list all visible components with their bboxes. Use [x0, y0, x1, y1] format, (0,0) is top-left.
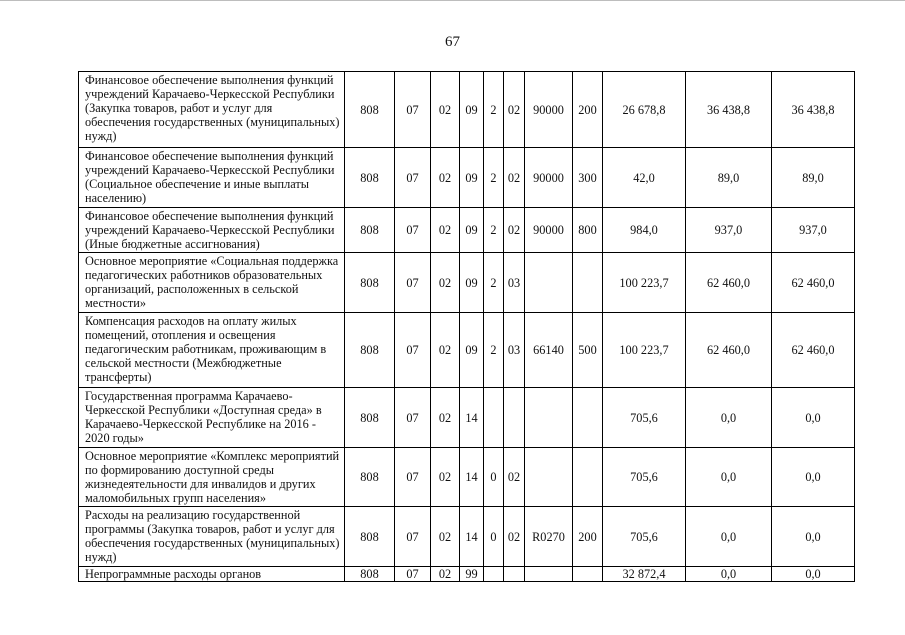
program-cell: 09 — [460, 148, 484, 208]
program-cell: 99 — [460, 567, 484, 582]
subprogram-cell: 2 — [484, 313, 504, 388]
ved-cell: 808 — [345, 148, 395, 208]
row-name-cell: Финансовое обеспечение выполнения функций учреждений Карачаево-Черкесской Республики (Закупка товаров, работ и услуг для обеспечения государственных (муниципальных) нужд) — [79, 72, 345, 148]
direction-cell: 90000 — [525, 148, 573, 208]
section-cell: 07 — [395, 148, 431, 208]
subsection-cell: 02 — [431, 448, 460, 507]
ved-cell: 808 — [345, 567, 395, 582]
sum-year1-cell: 100 223,7 — [603, 313, 686, 388]
sum-year2-cell: 937,0 — [686, 208, 772, 253]
row-name-cell: Государственная программа Карачаево-Черкесской Республики «Доступная среда» в Карачаево-Черкесской Республике на 2016 - 2020 годы» — [79, 388, 345, 448]
table-row — [79, 253, 855, 313]
direction-cell: 90000 — [525, 208, 573, 253]
section-cell: 07 — [395, 388, 431, 448]
row-name-cell: Основное мероприятие «Социальная поддержка педагогических работников образовательных организаций, расположенных в сельской местности» — [79, 253, 345, 313]
activity-cell: 02 — [504, 208, 525, 253]
expense-type-cell — [573, 388, 603, 448]
sum-year1-cell: 32 872,4 — [603, 567, 686, 582]
top-border-line — [0, 0, 905, 1]
sum-year1-cell: 984,0 — [603, 208, 686, 253]
table-row — [79, 388, 855, 448]
activity-cell: 02 — [504, 72, 525, 148]
subprogram-cell: 2 — [484, 208, 504, 253]
direction-cell: 90000 — [525, 72, 573, 148]
section-cell: 07 — [395, 72, 431, 148]
expense-type-cell: 800 — [573, 208, 603, 253]
direction-cell: 66140 — [525, 313, 573, 388]
subprogram-cell: 0 — [484, 448, 504, 507]
expense-type-cell — [573, 448, 603, 507]
subprogram-cell: 0 — [484, 507, 504, 567]
sum-year3-cell: 89,0 — [772, 148, 855, 208]
section-cell: 07 — [395, 448, 431, 507]
row-name-cell: Непрограммные расходы органов — [79, 567, 345, 582]
section-cell: 07 — [395, 507, 431, 567]
activity-cell: 02 — [504, 448, 525, 507]
subprogram-cell — [484, 567, 504, 582]
program-cell: 14 — [460, 388, 484, 448]
sum-year2-cell: 89,0 — [686, 148, 772, 208]
row-name-cell: Основное мероприятие «Комплекс мероприятий по формированию доступной среды жизнедеятельности для инвалидов и других маломобильных групп населения» — [79, 448, 345, 507]
row-name-cell: Расходы на реализацию государственной программы (Закупка товаров, работ и услуг для обеспечения государственных (муниципальных) нужд) — [79, 507, 345, 567]
ved-cell: 808 — [345, 448, 395, 507]
row-name-cell: Компенсация расходов на оплату жилых помещений, отопления и освещения педагогическим работникам, проживающим в сельской местности (Межбюджетные трансферты) — [79, 313, 345, 388]
sum-year3-cell: 0,0 — [772, 507, 855, 567]
subprogram-cell — [484, 388, 504, 448]
expense-type-cell — [573, 253, 603, 313]
table-row — [79, 72, 855, 148]
subprogram-cell: 2 — [484, 253, 504, 313]
sum-year1-cell: 705,6 — [603, 388, 686, 448]
section-cell: 07 — [395, 313, 431, 388]
expense-type-cell — [573, 567, 603, 582]
subprogram-cell: 2 — [484, 148, 504, 208]
row-name-cell: Финансовое обеспечение выполнения функций учреждений Карачаево-Черкесской Республики (Иные бюджетные ассигнования) — [79, 208, 345, 253]
sum-year3-cell: 62 460,0 — [772, 313, 855, 388]
ved-cell: 808 — [345, 507, 395, 567]
expense-type-cell: 200 — [573, 507, 603, 567]
ved-cell: 808 — [345, 208, 395, 253]
sum-year2-cell: 0,0 — [686, 448, 772, 507]
sum-year3-cell: 0,0 — [772, 388, 855, 448]
subsection-cell: 02 — [431, 72, 460, 148]
program-cell: 09 — [460, 208, 484, 253]
sum-year2-cell: 0,0 — [686, 567, 772, 582]
activity-cell: 02 — [504, 148, 525, 208]
sum-year3-cell: 62 460,0 — [772, 253, 855, 313]
activity-cell — [504, 388, 525, 448]
table-row — [79, 448, 855, 507]
table-row — [79, 567, 855, 582]
subsection-cell: 02 — [431, 148, 460, 208]
sum-year3-cell: 36 438,8 — [772, 72, 855, 148]
activity-cell: 03 — [504, 253, 525, 313]
program-cell: 09 — [460, 72, 484, 148]
row-name-cell: Финансовое обеспечение выполнения функций учреждений Карачаево-Черкесской Республики (Социальное обеспечение и иные выплаты населению) — [79, 148, 345, 208]
subsection-cell: 02 — [431, 208, 460, 253]
activity-cell: 03 — [504, 313, 525, 388]
sum-year1-cell: 26 678,8 — [603, 72, 686, 148]
section-cell: 07 — [395, 567, 431, 582]
activity-cell — [504, 567, 525, 582]
sum-year3-cell: 0,0 — [772, 567, 855, 582]
sum-year1-cell: 100 223,7 — [603, 253, 686, 313]
sum-year1-cell: 705,6 — [603, 448, 686, 507]
expense-type-cell: 300 — [573, 148, 603, 208]
sum-year3-cell: 937,0 — [772, 208, 855, 253]
sum-year2-cell: 62 460,0 — [686, 253, 772, 313]
expense-type-cell: 500 — [573, 313, 603, 388]
table-row — [79, 148, 855, 208]
direction-cell — [525, 567, 573, 582]
sum-year2-cell: 62 460,0 — [686, 313, 772, 388]
section-cell: 07 — [395, 253, 431, 313]
subsection-cell: 02 — [431, 567, 460, 582]
ved-cell: 808 — [345, 313, 395, 388]
program-cell: 14 — [460, 448, 484, 507]
budget-table — [78, 71, 855, 582]
program-cell: 14 — [460, 507, 484, 567]
direction-cell — [525, 253, 573, 313]
ved-cell: 808 — [345, 388, 395, 448]
table-row — [79, 313, 855, 388]
direction-cell — [525, 388, 573, 448]
table-row — [79, 208, 855, 253]
sum-year2-cell: 0,0 — [686, 507, 772, 567]
subsection-cell: 02 — [431, 388, 460, 448]
table-row — [79, 507, 855, 567]
subsection-cell: 02 — [431, 507, 460, 567]
sum-year2-cell: 36 438,8 — [686, 72, 772, 148]
expense-type-cell: 200 — [573, 72, 603, 148]
ved-cell: 808 — [345, 253, 395, 313]
activity-cell: 02 — [504, 507, 525, 567]
subsection-cell: 02 — [431, 313, 460, 388]
sum-year2-cell: 0,0 — [686, 388, 772, 448]
sum-year1-cell: 42,0 — [603, 148, 686, 208]
section-cell: 07 — [395, 208, 431, 253]
direction-cell — [525, 448, 573, 507]
sum-year1-cell: 705,6 — [603, 507, 686, 567]
subsection-cell: 02 — [431, 253, 460, 313]
ved-cell: 808 — [345, 72, 395, 148]
program-cell: 09 — [460, 253, 484, 313]
page-number: 67 — [445, 34, 460, 50]
direction-cell: R0270 — [525, 507, 573, 567]
program-cell: 09 — [460, 313, 484, 388]
sum-year3-cell: 0,0 — [772, 448, 855, 507]
subprogram-cell: 2 — [484, 72, 504, 148]
